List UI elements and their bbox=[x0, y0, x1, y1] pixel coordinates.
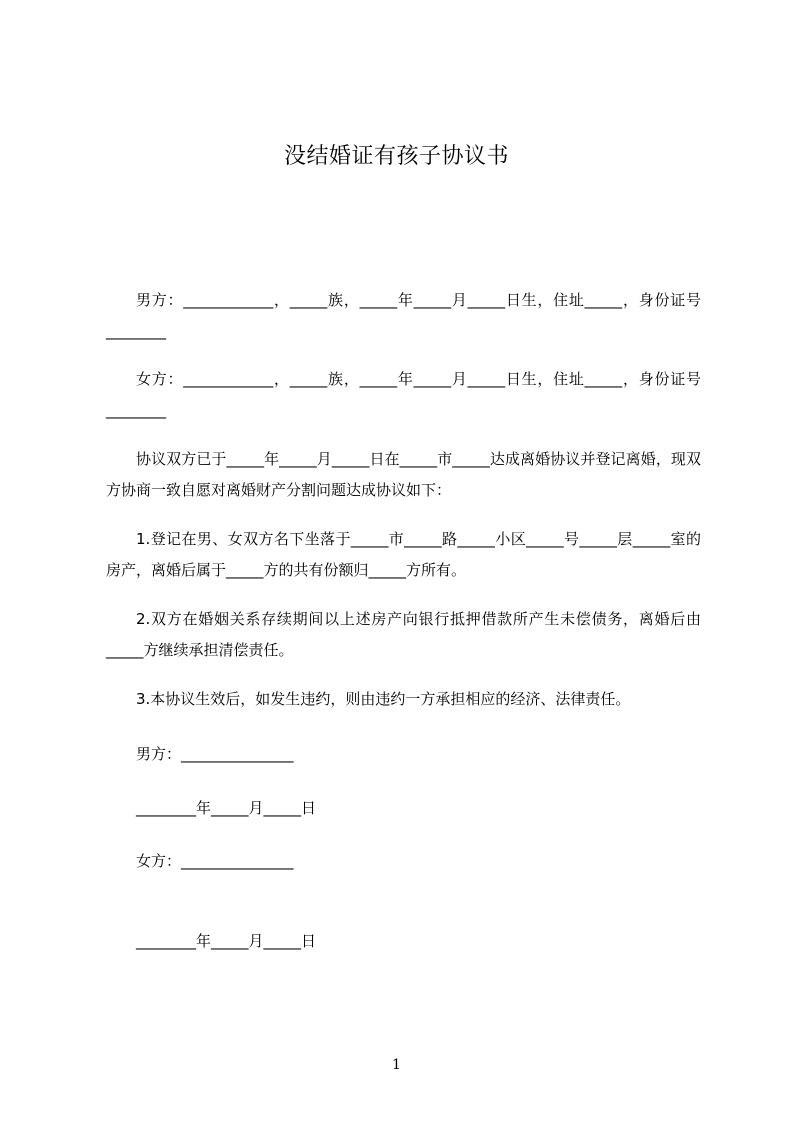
male-party-info: 男方：____________，_____族，_____年_____月_____日生，住址_____，身份证号________ bbox=[106, 291, 701, 340]
female-signature-line: 女方：_______________ bbox=[136, 852, 294, 870]
female-signature-date: ________年_____月_____日 bbox=[136, 932, 317, 950]
document-title: 没结婚证有孩子协议书 bbox=[283, 144, 509, 169]
agreement-intro: 协议双方已于_____年_____月_____日在_____市_____达成离婚协议并登记离婚，现双方协商一致自愿对离婚财产分割问题达成协议如下： bbox=[106, 450, 701, 499]
clause-1: 1.登记在男、女双方名下坐落于_____市_____路_____小区_____号_____层_____室的房产，离婚后属于_____方的共有份额归_____方所有。 bbox=[106, 530, 701, 579]
clause-2: 2.双方在婚姻关系存续期间以上述房产向银行抵押借款所产生未偿债务，离婚后由_____方继续承担清偿责任。 bbox=[106, 610, 701, 659]
female-party-info: 女方：____________，_____族，_____年_____月_____日生，住址_____，身份证号________ bbox=[106, 370, 701, 419]
male-signature-line: 男方：_______________ bbox=[136, 745, 294, 763]
male-signature-date: ________年_____月_____日 bbox=[136, 799, 317, 817]
page-number: 1 bbox=[392, 1057, 401, 1073]
clause-3: 3.本协议生效后，如发生违约，则由违约一方承担相应的经济、法律责任。 bbox=[136, 690, 631, 708]
